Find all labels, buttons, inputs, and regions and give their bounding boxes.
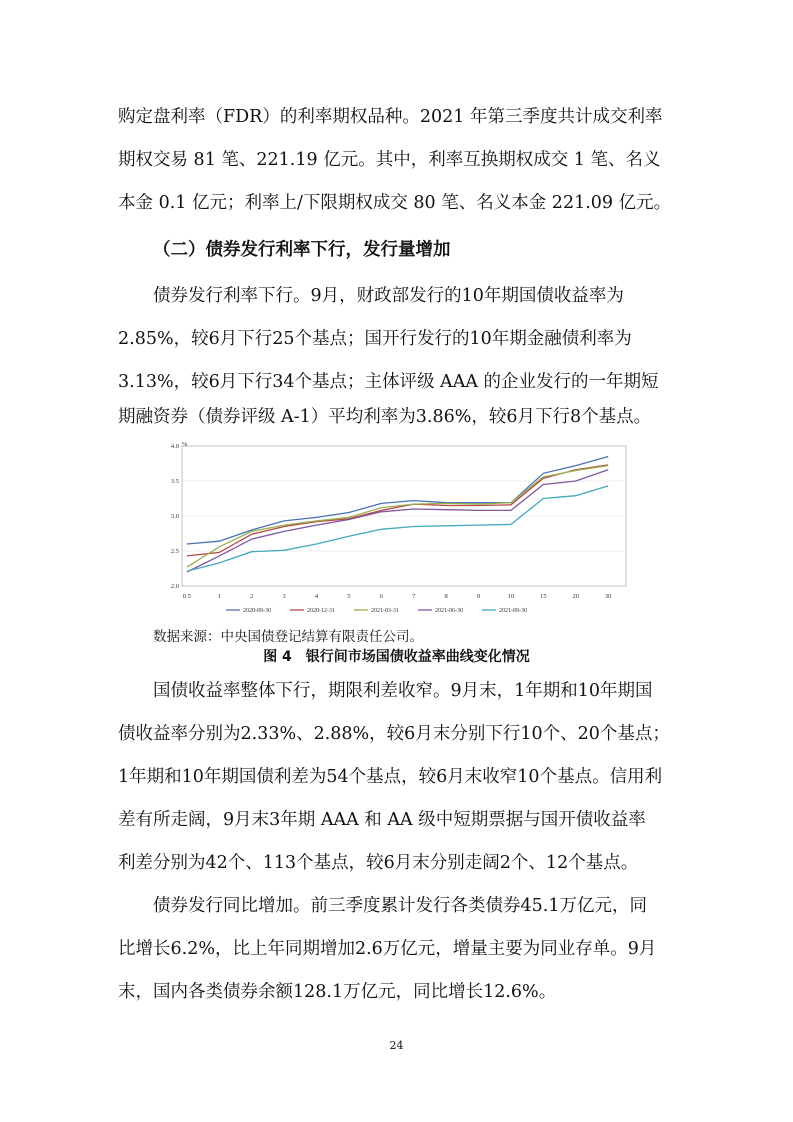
x-tick-label: 9 (476, 593, 481, 600)
legend-label-2020-12-31: 2020-12-31 (307, 608, 335, 614)
paragraph-4-line-1: 债券发行同比增加。前三季度累计发行各类债券45.1万亿元，同 (153, 896, 647, 916)
y-axis-unit-label: % (182, 441, 188, 448)
x-tick-label: 20 (572, 593, 580, 600)
paragraph-3-line-5: 利差分别为42个、113个基点，较6月末分别走阔2个、12个基点。 (118, 853, 639, 873)
figure-source: 数据来源：中央国债登记结算有限责任公司。 (153, 629, 423, 645)
series-line-2021-09-30 (187, 486, 608, 571)
paragraph-3-line-3: 1年期和10年期国债利差为54个基点，较6月末收窄10个基点。信用利 (118, 767, 663, 787)
paragraph-4-line-2: 比增长6.2%，比上年同期增加2.6万亿元，增量主要为同业存单。9月 (118, 939, 657, 959)
legend-label-2021-09-30: 2021-09-30 (499, 608, 527, 614)
paragraph-2-line-4: 期融资券（债券评级 A-1）平均利率为3.86%，较6月下行8个基点。 (118, 407, 652, 427)
paragraph-1-line-1: 购定盘利率（FDR）的利率期权品种。2021 年第三季度共计成交利率 (118, 107, 663, 127)
y-tick-label: 2.5 (170, 548, 179, 555)
x-tick-label: 5 (347, 593, 351, 600)
x-tick-label: 0.5 (182, 593, 191, 600)
yield-curve-chart (168, 440, 630, 620)
paragraph-3-line-4: 差有所走阔，9月末3年期 AAA 和 AA 级中短期票据与国开债收益率 (118, 810, 646, 830)
x-tick-label: 15 (540, 593, 547, 600)
legend-label-2020-09-30: 2020-09-30 (243, 608, 271, 614)
figure-caption: 图 4 银行间市场国债收益率曲线变化情况 (263, 649, 530, 665)
y-tick-label: 3.5 (170, 478, 179, 485)
x-tick-label: 8 (444, 593, 448, 600)
y-tick-label: 4.0 (170, 443, 179, 450)
series-line-2021-06-30 (187, 470, 608, 572)
x-tick-label: 4 (314, 593, 319, 600)
paragraph-2-line-3: 3.13%，较6月下行34个基点；主体评级 AAA 的企业发行的一年期短 (118, 372, 659, 392)
legend-label-2021-03-31: 2021-03-31 (371, 608, 399, 614)
x-tick-label: 3 (282, 593, 286, 600)
x-tick-label: 10 (507, 593, 515, 600)
paragraph-3-line-1: 国债收益率整体下行，期限利差收窄。9月末，1年期和10年期国 (153, 681, 653, 701)
paragraph-1-line-2: 期权交易 81 笔、221.19 亿元。其中，利率互换期权成交 1 笔、名义 (118, 150, 661, 170)
x-tick-label: 1 (217, 593, 221, 600)
y-tick-label: 2.0 (170, 583, 179, 590)
paragraph-2-line-1: 债券发行利率下行。9月，财政部发行的10年期国债收益率为 (153, 286, 624, 306)
series-lines (187, 457, 608, 573)
paragraph-3-line-2: 债收益率分别为2.33%、2.88%，较6月末分别下行10个、20个基点； (118, 724, 670, 744)
paragraph-4-line-3: 末，国内各类债券余额128.1万亿元，同比增长12.6%。 (118, 982, 557, 1002)
x-tick-label: 7 (412, 593, 416, 600)
x-tick-label: 30 (604, 593, 612, 600)
y-tick-label: 3.0 (170, 513, 179, 520)
paragraph-1-line-3: 本金 0.1 亿元；利率上/下限期权成交 80 笔、名义本金 221.09 亿元。 (118, 193, 672, 213)
x-tick-label: 2 (250, 593, 254, 600)
x-axis-ticks (183, 593, 612, 600)
section-heading: （二）债券发行利率下行，发行量增加 (153, 240, 451, 260)
y-axis-ticks (171, 443, 179, 590)
series-line-2020-09-30 (187, 457, 608, 545)
paragraph-2-line-2: 2.85%，较6月下行25个基点；国开行发行的10年期金融债利率为 (118, 329, 632, 349)
page-number: 24 (389, 1039, 404, 1052)
legend-label-2021-06-30: 2021-06-30 (435, 608, 463, 614)
chart-legend (226, 608, 527, 614)
x-tick-label: 6 (379, 593, 383, 600)
